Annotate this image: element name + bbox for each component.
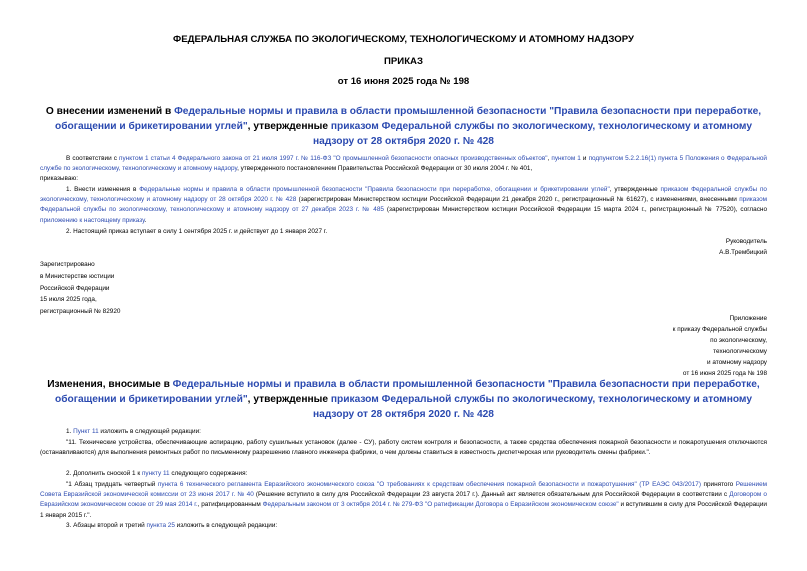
punkt11-footnote-link[interactable]: пункту 11 [141, 470, 170, 477]
appendix-title-pre: Изменения, вносимые в [47, 379, 173, 390]
footnote-text-3: (Решение вступило в силу для Российской Федерации 23 августа 2017 г.). Данный акт является обязательным для Российской Федерации в соответствии с [253, 491, 730, 499]
footnote-text-2: принятого [700, 481, 736, 488]
change-1-text [40, 438, 767, 458]
appendix-block [673, 313, 767, 379]
preamble-text-2: , [547, 155, 552, 162]
regulation-link[interactable]: подпунктом 5.2.2.16(1) пункта 5 Положения о Федеральной службе по экологическому, технологическому и атомному надзору [40, 155, 767, 173]
appendix-line: Приложение [729, 315, 767, 322]
appendix-line: от 16 июня 2025 года № 198 [682, 370, 767, 377]
change-3 [40, 521, 767, 531]
fz279-link[interactable]: Федеральным законом от 3 октября 2014 г. № 279-ФЗ "О ратификации Договора о Евразийском экономическом союзе" [262, 501, 619, 509]
registration-line: регистрационный № 82920 [40, 308, 121, 316]
footnote-text-1: "1 Абзац тридцать четвертый [66, 481, 158, 488]
appendix-order-428-link[interactable]: приказом Федеральной службы по экологическому, технологическому и атомному надзору от 28 октября 2020 г. № 428 [313, 394, 753, 420]
change1-pre: 1. [66, 428, 74, 435]
order-title-mid: , утвержденные [247, 121, 331, 132]
change3-post: изложить в следующей редакции: [174, 522, 278, 529]
item1-appendix-link[interactable]: приложению к настоящему приказу [40, 216, 145, 224]
change3-pre: 3. Абзацы второй и третий [66, 522, 147, 529]
registration-line: Зарегистрировано [40, 261, 95, 268]
order-date-number: от 16 июня 2025 года № 198 [337, 76, 470, 87]
item-2 [40, 227, 767, 237]
order-428-link[interactable]: приказом Федеральной службы по экологическому, технологическому и атомному надзору от 28 октября 2020 г. № 428 [313, 121, 753, 147]
preamble-text-4: , утвержденного постановлением Правительства Российской Федерации от 30 июля 2004 г. № 401, [237, 165, 533, 173]
signature-name: А.В.Трембицкий [719, 249, 767, 256]
preamble [40, 154, 767, 185]
appendix-title-mid: , утвержденные [247, 394, 331, 405]
registration-line: 15 июля 2025 года, [40, 296, 97, 304]
appendix-line: по экологическому, [710, 337, 767, 344]
item1-order-485-link[interactable]: приказом Федеральной службы по экологическому, технологическому и атомному надзору от 27 декабря 2023 г. № 485 [40, 196, 768, 214]
order-title-pre: О внесении изменений в [45, 106, 175, 117]
punkt25-link[interactable]: пункта 25 [146, 522, 175, 529]
eaeu-treaty-link[interactable]: Договором о Евразийском экономическом союзе от 29 мая 2014 г. [40, 491, 767, 509]
registration-line: в Министерстве юстиции [40, 272, 115, 280]
registration-block [40, 259, 120, 318]
appendix-rules-link[interactable]: Федеральные нормы и правила в области промышленной безопасности "Правила безопасности при переработке, обогащении и брикетировании углей" [54, 379, 760, 405]
signature-role: Руководитель [725, 238, 767, 245]
appendix-line: технологическому [713, 348, 767, 355]
punkt1-link[interactable]: пунктом 1 [551, 155, 581, 162]
item1-rules-link[interactable]: Федеральные нормы и правила в области промышленной безопасности "Правила безопасности при переработке, обогащении и брикетировании углей" [139, 186, 610, 193]
footnote-text-5: и вступившим в силу для Российской Федерации 1 января 2015 г.". [40, 501, 767, 519]
tr-eaes-link[interactable]: пункта 6 технического регламента Евразийского экономического союза "О требованиях к средствам обеспечения пожарной безопасности и пожаротушения" (ТР ЕАЭС 043/2017) [157, 481, 701, 488]
footnote-text-4: , ратифицированным [197, 501, 263, 509]
change-1 [40, 427, 767, 437]
change2-pre: 2. Дополнить сноской 1 к [66, 470, 142, 477]
item1-text-3: (зарегистрирован Министерством юстиции Российской Федерации 21 декабря 2020 г., регистрационный № 61627), с изменениями, внесенными [296, 196, 740, 204]
agency-heading: ФЕДЕРАЛЬНАЯ СЛУЖБА ПО ЭКОЛОГИЧЕСКОМУ, ТЕХНОЛОГИЧЕСКОМУ И АТОМНОМУ НАДЗОРУ [173, 34, 634, 45]
doc-type-heading: ПРИКАЗ [384, 56, 423, 67]
change1-post: изложить в следующей редакции: [98, 428, 201, 435]
rules-link[interactable]: Федеральные нормы и правила в области промышленной безопасности "Правила безопасности при переработке, обогащении и брикетировании углей" [54, 106, 762, 132]
item2-text: 2. Настоящий приказ вступает в силу 1 сентября 2025 г. и действует до 1 января 2027 г. [66, 228, 328, 235]
order-title [40, 104, 767, 149]
appendix-line: к приказу Федеральной службы [672, 326, 767, 333]
preamble-text-3: и [580, 155, 589, 162]
change1-quote: "11. Технические устройства, обеспечивающие аспирацию, работу сушильных установок (далее - СУ), работу систем контроля и безопасности, а также средства обеспечения пожарной безопасности и пожаротушения отключаются (останавливаются) для выполнения ремонтных работ по письменному разрешению главного инженера фабрики, о чем должны ставиться в известность диспетчерская или руководитель смены фабрики.". [40, 439, 767, 457]
appendix-title [40, 377, 767, 422]
item1-text-5: . [144, 216, 147, 224]
item1-text-2: , утвержденные [609, 186, 661, 193]
registration-line: Российской Федерации [40, 284, 110, 292]
item1-order-428-link[interactable]: приказом Федеральной службы по экологическому, технологическому и атомному надзору от 28 октября 2020 г. № 428 [40, 186, 767, 204]
preamble-text-1: В соответствии с [66, 155, 120, 162]
change-2 [40, 469, 767, 479]
item1-text-4: (зарегистрирован Министерством юстиции Российской Федерации 15 марта 2024 г., регистрационный № 77520), согласно [383, 206, 767, 214]
order-verb: приказываю: [40, 175, 78, 183]
change2-post: следующего содержания: [169, 470, 248, 477]
change-2-text [40, 480, 767, 521]
item1-text-1: 1. Внести изменения в [66, 186, 140, 193]
appendix-line: и атомному надзору [707, 359, 767, 366]
fz116-link[interactable]: пунктом 1 статьи 4 Федерального закона от 21 июля 1997 г. № 116-ФЗ "О промышленной безопасности опасных производственных объектов" [119, 155, 548, 162]
item-1 [40, 185, 767, 226]
eec-decision-link[interactable]: Решением Совета Евразийской экономической комиссии от 23 июня 2017 г. № 40 [40, 481, 768, 499]
signature-block [719, 236, 767, 258]
punkt11-link[interactable]: Пункт 11 [73, 428, 99, 435]
